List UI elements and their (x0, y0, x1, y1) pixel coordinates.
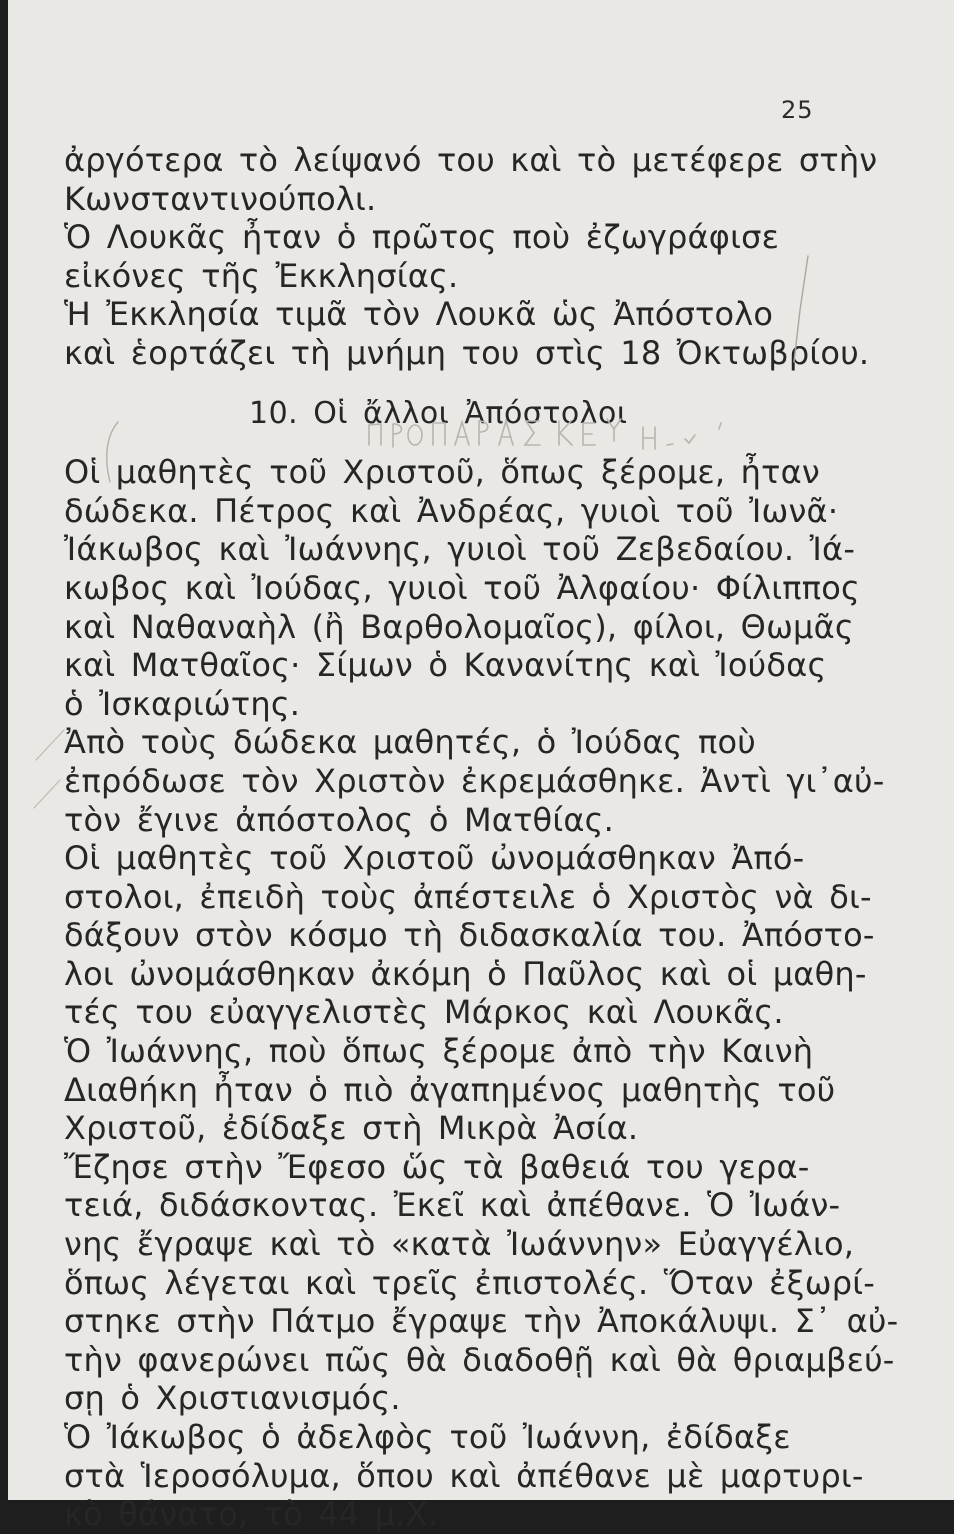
text-line: Οἱ μαθητὲς τοῦ Χριστοῦ, ὅπως ξέρομε, ἦταν (64, 453, 820, 492)
text-line: κὸ θάνατο, τὸ 44 μ.Χ. (64, 1495, 439, 1534)
text-line: Ἰάκωβος καὶ Ἰωάννης, γυιοὶ τοῦ Ζεβεδαίου. Ἰά- (64, 530, 856, 569)
text-line: στηκε στὴν Πάτμο ἔγραψε τὴν Ἀποκάλυψι. Σ᾽ αὐ- (64, 1302, 899, 1341)
text-line: τὸν ἔγινε ἀπόστολος ὁ Ματθίας. (64, 800, 614, 839)
text-line: Ἡ Ἐκκλησία τιμᾶ τὸν Λουκᾶ ὡς Ἀπόστολο (64, 295, 774, 334)
text-line: κωβος καὶ Ἰούδας, γυιοὶ τοῦ Ἀλφαίου· Φίλιππος (64, 568, 860, 607)
text-line: Ἔζησε στὴν Ἔφεσο ὥς τὰ βαθειά του γερα- (64, 1147, 810, 1186)
page-text (64, 141, 899, 1534)
text-line: Χριστοῦ, ἐδίδαξε στὴ Μικρὰ Ἀσία. (64, 1109, 639, 1148)
text-line: Ἀπὸ τοὺς δώδεκα μαθητές, ὁ Ἰούδας ποὺ (64, 723, 756, 762)
text-line: Κωνσταντινούπολι. (64, 179, 377, 218)
text-line: Διαθήκη ἦταν ὁ πιὸ ἀγαπημένος μαθητὴς τοῦ (64, 1070, 836, 1109)
text-line: εἰκόνες τῆς Ἐκκλησίας. (64, 256, 459, 295)
text-line: δάξουν στὸν κόσμο τὴ διδασκαλία του. Ἀπόστο- (64, 916, 875, 955)
text-line: τές του εὐαγγελιστὲς Μάρκος καὶ Λουκᾶς. (64, 993, 784, 1032)
text-line: ἀργότερα τὸ λείψανό του καὶ τὸ μετέφερε στὴν (64, 141, 878, 179)
text-line: λοι ὠνομάσθηκαν ἀκόμη ὁ Παῦλος καὶ οἱ μαθη- (64, 954, 867, 993)
text-line: Ὁ Ἰωάννης, ποὺ ὅπως ξέρομε ἀπὸ τὴν Καινὴ (64, 1032, 814, 1071)
text-line: τειά, διδάσκοντας. Ἐκεῖ καὶ ἀπέθανε. Ὁ Ἰωάν- (64, 1186, 841, 1225)
text-line: στὰ Ἱεροσόλυμα, ὅπου καὶ ἀπέθανε μὲ μαρτυρι- (64, 1456, 864, 1495)
book-page (8, 0, 954, 1534)
text-line: Ὁ Λουκᾶς ἦταν ὁ πρῶτος ποὺ ἐζωγράφισε (64, 218, 780, 257)
text-line: καὶ Ματθαῖος· Σίμων ὁ Κανανίτης καὶ Ἰούδας (64, 646, 827, 685)
text-line: σῃ ὁ Χριστιανισμός. (64, 1379, 401, 1418)
text-line: ὁ Ἰσκαριώτης. (64, 684, 301, 723)
text-line: ἐπρόδωσε τὸν Χριστὸν ἐκρεμάσθηκε. Ἀντὶ γι᾽αὐ- (64, 761, 885, 800)
text-line: στολοι, ἐπειδὴ τοὺς ἀπέστειλε ὁ Χριστὸς νὰ δι- (64, 877, 872, 916)
text-line: καὶ Ναθαναὴλ (ἢ Βαρθολομαῖος), φίλοι, Θωμᾶς (64, 607, 854, 646)
text-line: ὅπως λέγεται καὶ τρεῖς ἐπιστολές. Ὅταν ἐξωρί- (64, 1263, 875, 1302)
text-line: Ὁ Ἰάκωβος ὁ ἀδελφὸς τοῦ Ἰωάννη, ἐδίδαξε (64, 1418, 791, 1456)
text-line: νης ἔγραψε καὶ τὸ «κατὰ Ἰωάννην» Εὐαγγέλιο, (64, 1225, 855, 1264)
text-line: τὴν φανερώνει πῶς θὰ διαδοθῇ καὶ θὰ θριαμβεύ- (64, 1340, 895, 1379)
text-line: Οἱ μαθητὲς τοῦ Χριστοῦ ὠνομάσθηκαν Ἀπό- (64, 839, 805, 878)
text-line: δώδεκα. Πέτρος καὶ Ἀνδρέας, γυιοὶ τοῦ Ἰωνᾶ· (64, 491, 839, 530)
page-number: 25 (781, 96, 814, 124)
section-heading: 10. Οἱ ἄλλοι Ἀπόστολοι (249, 395, 628, 431)
text-line: καὶ ἑορτάζει τὴ μνήμη του στὶς 18 Ὀκτωβρίου. (64, 333, 870, 372)
